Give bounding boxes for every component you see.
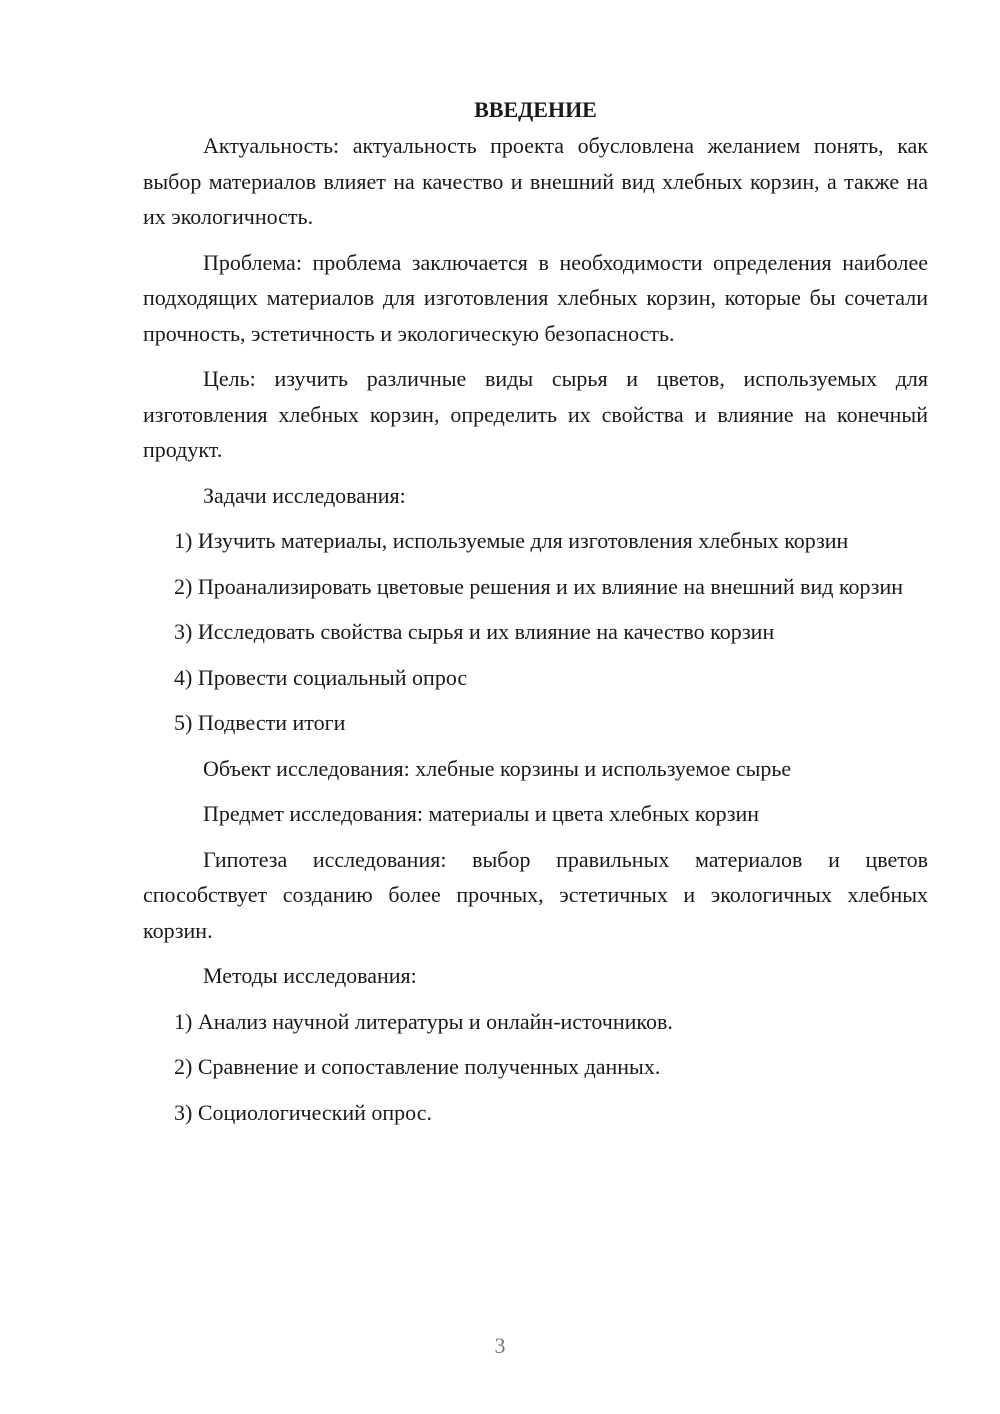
method-item: 2) Сравнение и сопоставление полученных данных. [174,1054,661,1079]
method-item: 3) Социологический опрос. [174,1099,432,1125]
task-item: 1) Изучить материалы, используемые для изготовления хлебных корзин [174,528,849,553]
subject-paragraph: Предмет исследования: материалы и цвета хлебных корзин [203,801,760,826]
task-item: 2) Проанализировать цветовые решения и их влияние на внешний вид корзин [174,573,904,599]
task-item: 4) Провести социальный опрос [174,664,468,690]
problem-paragraph: Проблема: проблема заключается в необходимости определения наиболее подходящих материалов для изготовления хлебных корзин, которые бы сочетали прочность, эстетичность и экологическую безопасность. [143,249,928,346]
hypothesis-paragraph: Гипотеза исследования: выбор правильных материалов и цветов способствует созданию более прочных, эстетичных и экологичных хлебных корзин. [143,846,928,943]
object-paragraph: Объект исследования: хлебные корзины и используемое сырье [203,755,792,781]
section-title: ВВЕДЕНИЕ [474,97,597,122]
task-item: 5) Подвести итоги [174,710,346,735]
tasks-heading: Задачи исследования: [203,482,406,508]
page-content [143,92,928,1140]
method-item: 1) Анализ научной литературы и онлайн-источников. [174,1008,673,1034]
relevance-paragraph: Актуальность: актуальность проекта обусловлена желанием понять, как выбор материалов влияет на качество и внешний вид хлебных корзин, а также на их экологичность. [143,133,928,229]
methods-heading: Методы исследования: [203,963,417,988]
goal-paragraph: Цель: изучить различные виды сырья и цветов, используемых для изготовления хлебных корзин, определить их свойства и влияние на конечный продукт. [143,366,928,462]
task-item: 3) Исследовать свойства сырья и их влияние на качество корзин [174,619,775,644]
page-number: 3 [494,1333,506,1358]
